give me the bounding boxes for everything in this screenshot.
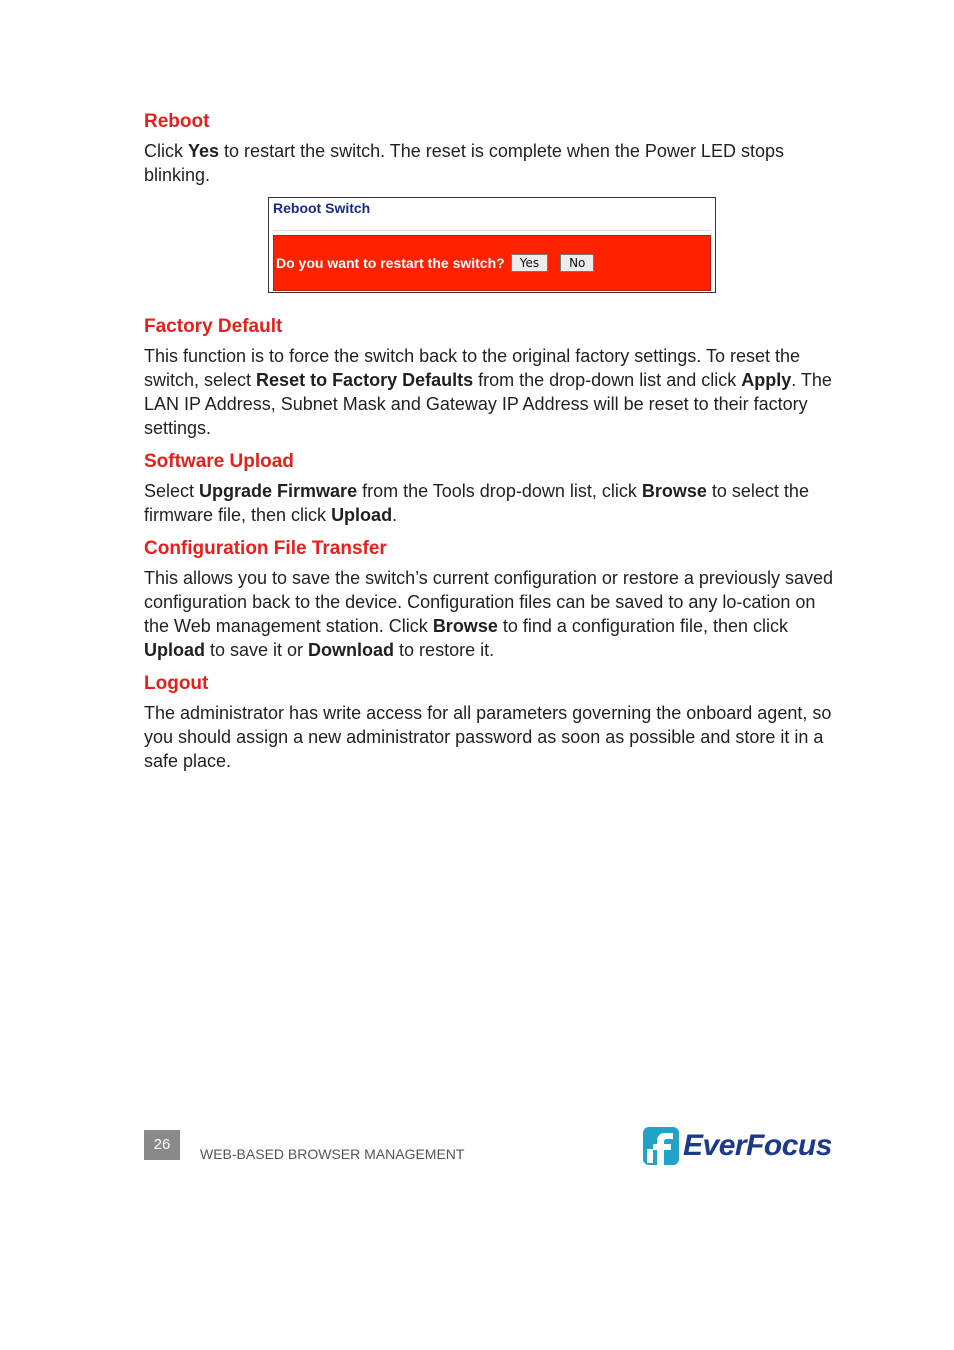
bold-term: Upload <box>331 505 393 525</box>
text-run: to save it or <box>205 640 309 660</box>
bold-term: Download <box>308 640 395 660</box>
document-body <box>144 110 844 783</box>
text-run: This allows you to save the switch’s current configuration or restore a previously saved configuration back to the device. Configuration files can be saved to any lo-cation on the Web management station. Click <box>144 568 833 636</box>
reboot-switch-panel <box>268 197 716 293</box>
text-run: from the drop-down list and click <box>473 370 742 390</box>
section-logout <box>144 672 844 773</box>
reboot-confirm-bar <box>273 235 711 291</box>
everfocus-logo <box>643 1126 832 1166</box>
section-heading: Logout <box>144 673 209 694</box>
text-run: The administrator has write access for all parameters governing the onboard agent, so you should assign a new administrator password as soon as possible and store it in a safe place. <box>144 703 832 771</box>
yes-button[interactable]: Yes <box>511 254 548 272</box>
section-paragraph <box>144 566 844 662</box>
section-paragraph <box>144 701 844 773</box>
page-number: 26 <box>144 1130 180 1160</box>
text-run: to restore it. <box>394 640 495 660</box>
section-paragraph <box>144 344 844 440</box>
text-run: from the Tools drop-down list, click <box>357 481 642 501</box>
text-run: to restart the switch. The reset is complete when the Power LED stops blinking. <box>144 141 784 185</box>
section-heading: Factory Default <box>144 316 283 337</box>
reboot-question: Do you want to restart the switch? <box>276 255 505 271</box>
text-run: This function is to force the switch back to the original factory settings. To reset the switch, select <box>144 346 800 390</box>
bold-term: Apply <box>741 370 792 390</box>
bold-term: Browse <box>641 481 707 501</box>
footer-section-label: WEB-BASED BROWSER MANAGEMENT <box>200 1146 465 1162</box>
logo-wordmark: EverFocus <box>683 1129 832 1162</box>
section-software-upload <box>144 450 844 527</box>
section-factory-default <box>144 315 844 440</box>
bold-term: Browse <box>432 616 498 636</box>
bold-term: Yes <box>188 141 220 161</box>
section-heading: Software Upload <box>144 451 294 472</box>
text-run: to select the firmware file, then click <box>144 481 809 525</box>
text-run: Click <box>144 141 188 161</box>
section-heading: Reboot <box>144 111 210 132</box>
section-reboot <box>144 110 844 293</box>
reboot-panel-title: Reboot Switch <box>273 200 711 231</box>
text-run: to find a configuration file, then click <box>497 616 789 636</box>
section-paragraph <box>144 479 844 527</box>
page-footer <box>144 1130 844 1170</box>
bold-term: Upload <box>144 640 205 660</box>
text-run: Select <box>144 481 200 501</box>
section-paragraph <box>144 139 844 187</box>
no-button[interactable]: No <box>560 254 594 272</box>
bold-term: Upgrade Firmware <box>199 481 358 501</box>
everfocus-logo-icon <box>643 1127 679 1165</box>
section-config-transfer <box>144 537 844 662</box>
section-heading: Configuration File Transfer <box>144 538 387 559</box>
text-run: . <box>392 505 398 525</box>
bold-term: Reset to Factory Defaults <box>256 370 474 390</box>
text-run: . The LAN IP Address, Subnet Mask and Gateway IP Address will be reset to their factory settings. <box>144 370 832 438</box>
